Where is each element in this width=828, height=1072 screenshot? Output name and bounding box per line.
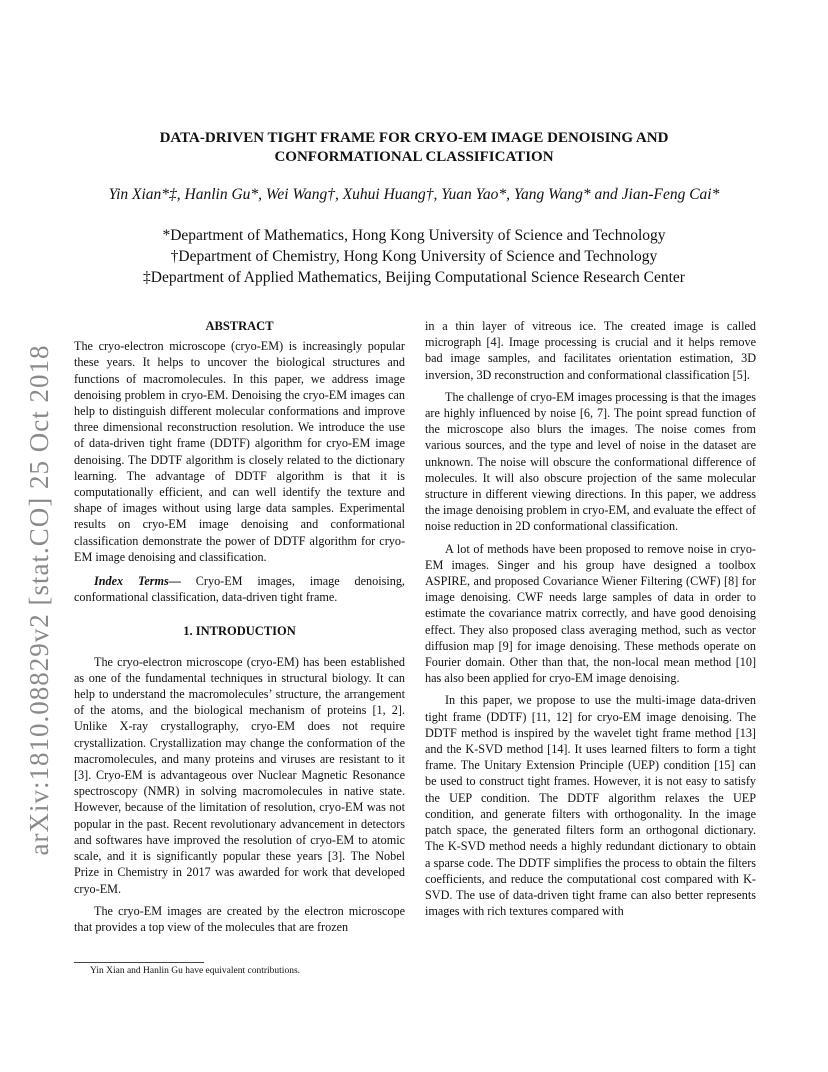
- footnote-rule: [74, 962, 204, 963]
- affiliations: [60, 225, 768, 288]
- intro-heading: 1. INTRODUCTION: [183, 624, 296, 639]
- body-paragraph: in a thin layer of vitreous ice. The created image is called micrograph [4]. Image processing is crucial and it helps remove bad image samples, and facilitates orientation estimation, 3D inversion, 3D reconstruction and conformational classification [5].: [425, 319, 756, 382]
- affiliation-math: *Department of Mathematics, Hong Kong University of Science and Technology: [162, 227, 666, 244]
- abstract-heading: ABSTRACT: [205, 319, 274, 333]
- intro-paragraph: The cryo-electron microscope (cryo-EM) has been established as one of the fundamental techniques in structural biology. It can help to understand the macromolecules’ structure, the arrangement of the atoms, and the biological mechanism of proteins [1, 2]. Unlike X-ray crystallography, cryo-EM does not require crystallization. Crystallization may change the conformation of the macromolecules, and many proteins and viruses are resistant to it [3]. Cryo-EM is advantageous over Nuclear Magnetic Resonance spectroscopy (NMR) in solving macromolecules in native state. However, because of the limitation of resolution, cryo-EM was not popular in the past. Recent revolutionary advancement in detectors and softwares have improved the resolution of cryo-EM to atomic scale, and it is significantly popular these years [3]. The Nobel Prize in Chemistry in 2017 was awarded for work that developed cryo-EM.: [74, 654, 405, 896]
- intro-paragraph: The cryo-EM images are created by the electron microscope that provides a top view of the molecules that are frozen: [74, 903, 405, 934]
- author-list: Yin Xian*‡, Hanlin Gu*, Wei Wang†, Xuhui Huang†, Yuan Yao*, Yang Wang* and Jian-Feng Cai*: [108, 186, 720, 203]
- abstract-text: The cryo-electron microscope (cryo-EM) is increasingly popular these years. It helps to uncover the biological structures and functions of macromolecules. In this paper, we address image denoising problem in cryo-EM. Denoising the cryo-EM images can help to distinguish different molecular conformations and improve three dimensional reconstruction resolution. We introduce the use of data-driven tight frame (DDTF) algorithm for cryo-EM image denoising. The DDTF algorithm is closely related to the dictionary learning. The advantage of DDTF algorithm is that it is computationally efficient, and can well identify the texture and shape of images without using large data samples. Experimental results on cryo-EM image denoising and conformational classification demonstrate the power of DDTF algorithm for cryo-EM image denoising and classification.: [74, 339, 405, 564]
- body-paragraph: In this paper, we propose to use the multi-image data-driven tight frame (DDTF) [11, 12] for cryo-EM image denoising. The DDTF method is inspired by the wavelet tight frame method [13] and the K-SVD method [14]. It uses learned filters to form a tight frame. The Unitary Extension Principle (UEP) condition [15] can be used to construct tight frames. However, it is not easy to satisfy the UEP condition. The DDTF algorithm relaxes the UEP condition, and generate filters with orthogonality. In the image patch space, the generated filters form an orthogonal dictionary. The K-SVD method needs a highly redundant dictionary to obtain a sparse code. The DDTF simplifies the process to obtain the filters coefficients, and reduce the computational cost compared with K-SVD. The use of data-driven tight frame can also better represents images with rich textures compared with: [425, 693, 756, 919]
- index-terms-label: Index Terms—: [94, 574, 181, 589]
- affiliation-chemistry: †Department of Chemistry, Hong Kong University of Science and Technology: [170, 248, 658, 265]
- arxiv-stamp: arXiv:1810.08829v2 [stat.CO] 25 Oct 2018: [24, 344, 54, 856]
- body-paragraph: The challenge of cryo-EM images processing is that the images are highly influenced by noise [6, 7]. The point spread function of the microscope also blurs the images. The noise comes from various sources, and the type and level of noise in the dataset are unknown. The noise will obscure the conformational difference of molecules. It will also obscure projection of the same molecular structure in different viewing directions. In this paper, we address the image denoising problem in cryo-EM, and evaluate the effect of noise reduction in 2D conformational classification.: [425, 389, 756, 534]
- body-paragraph: A lot of methods have been proposed to remove noise in cryo-EM images. Singer and his group have designed a toolbox ASPIRE, and proposed Covariance Wiener Filtering (CWF) [8] for image denoising. CWF needs large samples of data in order to estimate the covariance matrix correctly, and have good denoising effect. They also proposed class averaging method, such as vector diffusion map [9] for image denoising. These methods operate on Fourier domain. Other than that, the non-local mean method [10] has also been applied for cryo-EM image denoising.: [425, 541, 756, 686]
- index-terms-text: Cryo-EM images, image denoising, conformational classification, data-driven tight frame.: [74, 574, 405, 605]
- affiliation-applied-math: ‡Department of Applied Mathematics, Beijing Computational Science Research Center: [143, 269, 685, 286]
- paper-title: DATA-DRIVEN TIGHT FRAME FOR CRYO-EM IMAGE DENOISING AND CONFORMATIONAL CLASSIFICATION: [159, 130, 669, 165]
- index-terms: [74, 573, 405, 605]
- left-column: [74, 318, 405, 935]
- right-column: [425, 318, 756, 919]
- footnote: Yin Xian and Hanlin Gu have equivalent contributions.: [90, 966, 301, 976]
